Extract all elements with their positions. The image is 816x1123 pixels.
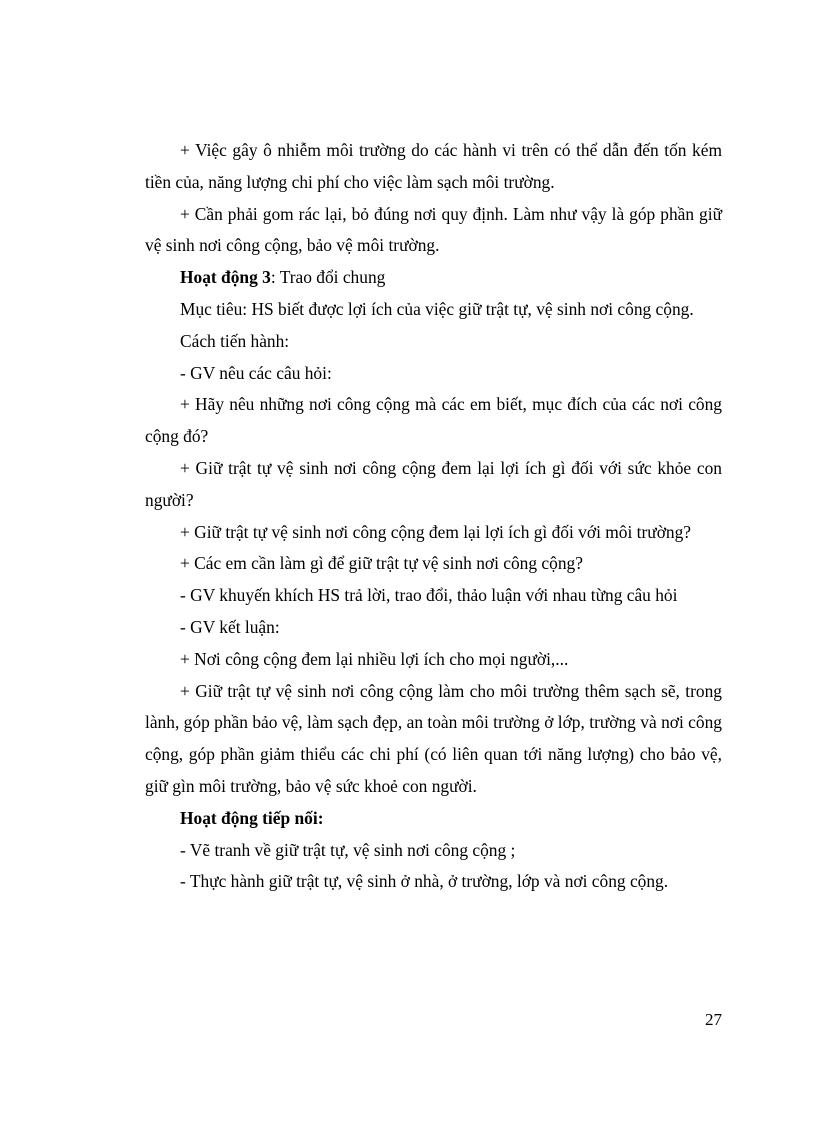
follow-up-activity-heading: Hoạt động tiếp nối: (180, 807, 324, 828)
paragraph-procedure: Cách tiến hành: (180, 330, 290, 351)
question-what-to-do: + Các em cần làm gì để giữ trật tự vệ sinh nơi công cộng? (180, 553, 583, 574)
paragraph-cost-of-pollution: + Việc gây ô nhiễm môi trường do các hành vi trên có thể dẫn đến tốn kém tiền của, năng lượng chi phí cho việc làm sạch môi trường. (145, 140, 722, 192)
question-environment-benefits: + Giữ trật tự vệ sinh nơi công cộng đem lại lợi ích gì đối với môi trường? (180, 521, 692, 542)
paragraph-objective: Mục tiêu: HS biết được lợi ích của việc giữ trật tự, vệ sinh nơi công cộng. (180, 298, 694, 319)
conclusion-public-places: + Nơi công cộng đem lại nhiều lợi ích cho mọi người,... (180, 648, 569, 669)
paragraph-teacher-questions: - GV nêu các câu hỏi: (180, 362, 332, 383)
page-number: 27 (705, 1010, 722, 1029)
follow-up-practice: - Thực hành giữ trật tự, vệ sinh ở nhà, ở trường, lớp và nơi công cộng. (180, 871, 669, 892)
activity-3-heading (145, 262, 722, 294)
conclusion-keep-clean: + Giữ trật tự vệ sinh nơi công cộng làm cho môi trường thêm sạch sẽ, trong lành, góp phần bảo vệ, làm sạch đẹp, an toàn môi trường ở lớp, trường và nơi công cộng, góp phần giảm thiểu các chi phí (có liên quan tới năng lượng) cho bảo vệ, giữ gìn môi trường, bảo vệ sức khoẻ con người. (145, 680, 722, 796)
question-health-benefits: + Giữ trật tự vệ sinh nơi công cộng đem lại lợi ích gì đối với sức khỏe con người? (145, 457, 722, 510)
paragraph-encourage-discussion: - GV khuyến khích HS trả lời, trao đổi, thảo luận với nhau từng câu hỏi (180, 585, 678, 606)
follow-up-drawing: - Vẽ tranh về giữ trật tự, vệ sinh nơi công cộng ; (180, 839, 516, 860)
activity-3-title: Hoạt động 3 (180, 267, 271, 288)
body-text (145, 135, 722, 898)
question-public-places: + Hãy nêu những nơi công cộng mà các em biết, mục đích của các nơi công cộng đó? (145, 394, 722, 447)
paragraph-collect-trash: + Cần phải gom rác lại, bỏ đúng nơi quy định. Làm như vậy là góp phần giữ vệ sinh nơi công cộng, bảo vệ môi trường. (145, 203, 722, 256)
activity-3-subtitle: : Trao đổi chung (270, 267, 386, 288)
paragraph-conclusion-label: - GV kết luận: (180, 616, 280, 637)
